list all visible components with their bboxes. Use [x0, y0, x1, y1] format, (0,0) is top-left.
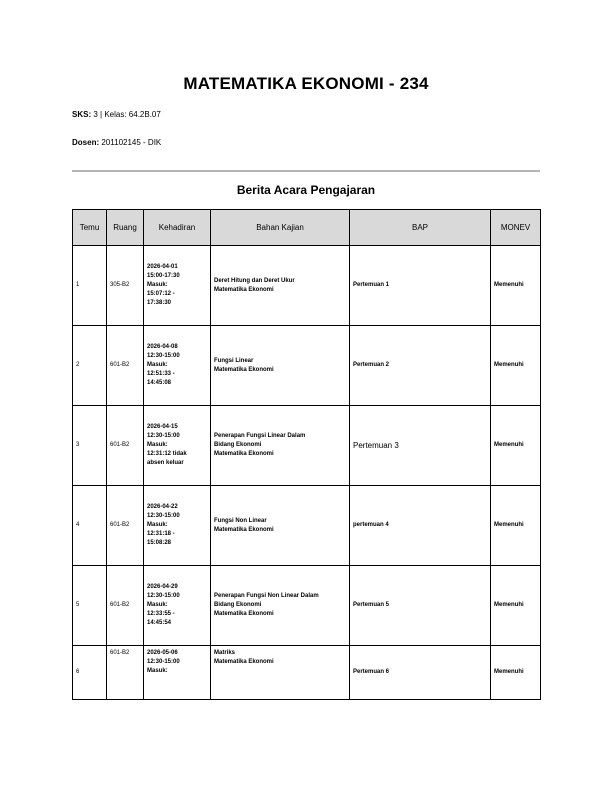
cell-kehadiran: [144, 326, 211, 406]
table-header-row: [73, 210, 541, 246]
attendance-in: 12:31:12 tidak: [147, 451, 187, 457]
cell-bahan-kajian: [211, 326, 350, 406]
attendance-out: 14:45:08: [147, 380, 172, 386]
attendance-out: 14:45:54: [147, 620, 172, 626]
cell-bap: Pertemuan 3: [350, 406, 491, 486]
cell-bahan-kajian: [211, 406, 350, 486]
attendance-date: 2026-04-15: [147, 424, 178, 430]
cell-kehadiran: [144, 246, 211, 326]
cell-bap: pertemuan 4: [350, 486, 491, 566]
table-row: [73, 326, 541, 406]
cell-bahan-kajian: [211, 246, 350, 326]
topic: Penerapan Fungsi Non Linear Dalam: [214, 593, 319, 599]
cell-ruang: 601-B2: [107, 566, 144, 646]
sks-label: SKS:: [72, 110, 92, 119]
sks-value: 3 | Kelas: 64.2B.07: [93, 110, 161, 119]
attendance-schedule: 12:30-15:00: [147, 593, 180, 599]
attendance-label: Masuk:: [147, 282, 168, 288]
attendance-date: 2026-04-01: [147, 264, 178, 270]
topic: Fungsi Non Linear: [214, 517, 267, 524]
teaching-record-table: [72, 209, 541, 700]
attendance-out: 17:38:30: [147, 300, 172, 306]
attendance-label: Masuk:: [147, 362, 168, 368]
attendance-schedule: 12:30-15:00: [147, 433, 180, 439]
header-temu: Temu: [73, 210, 107, 246]
sks-class-info: [72, 110, 161, 119]
header-ruang: Ruang: [107, 210, 144, 246]
topic: Matriks: [214, 650, 236, 656]
dosen-value: 201102145 - DIK: [101, 138, 162, 147]
cell-bap: Pertemuan 5: [350, 566, 491, 646]
topic: Fungsi Linear: [214, 357, 254, 364]
attendance-out: 15:08:28: [147, 540, 172, 546]
cell-temu: 3: [73, 406, 107, 486]
course-name: Matematika Ekonomi: [214, 366, 274, 373]
table-row: [73, 246, 541, 326]
header-bahan-kajian: Bahan Kajian: [211, 210, 350, 246]
course-name: Matematika Ekonomi: [214, 611, 274, 617]
header-bap: BAP: [350, 210, 491, 246]
cell-bap: Pertemuan 6: [350, 646, 491, 700]
cell-kehadiran: [144, 406, 211, 486]
cell-ruang: 601-B2: [107, 486, 144, 566]
course-name: Matematika Ekonomi: [214, 659, 274, 665]
cell-monev: Memenuhi: [491, 486, 541, 566]
cell-monev: Memenuhi: [491, 646, 541, 700]
attendance-label: Masuk:: [147, 442, 168, 448]
cell-monev: Memenuhi: [491, 326, 541, 406]
cell-monev: Memenuhi: [491, 246, 541, 326]
cell-bap: Pertemuan 2: [350, 326, 491, 406]
attendance-label: Masuk:: [147, 668, 168, 674]
table-row: [73, 406, 541, 486]
attendance-schedule: 12:30-15:00: [147, 659, 180, 665]
topic: Penerapan Fungsi Linear Dalam: [214, 433, 306, 439]
topic-continued: Bidang Ekonomi: [214, 442, 262, 448]
cell-temu: 5: [73, 566, 107, 646]
cell-bahan-kajian: [211, 566, 350, 646]
attendance-date: 2026-04-29: [147, 584, 178, 590]
cell-bahan-kajian: [211, 646, 350, 700]
cell-bahan-kajian: [211, 486, 350, 566]
cell-ruang: 305-B2: [107, 246, 144, 326]
attendance-in: 12:51:33 -: [147, 371, 175, 377]
cell-kehadiran: [144, 566, 211, 646]
cell-kehadiran: [144, 486, 211, 566]
table-row: [73, 566, 541, 646]
cell-ruang: 601-B2: [107, 326, 144, 406]
attendance-out: absen keluar: [147, 460, 184, 466]
course-name: Matematika Ekonomi: [214, 451, 274, 457]
attendance-date: 2026-05-06: [147, 650, 178, 656]
cell-temu: 4: [73, 486, 107, 566]
attendance-schedule: 12:30-15:00: [147, 353, 180, 359]
divider: [72, 170, 540, 172]
course-name: Matematika Ekonomi: [214, 286, 274, 293]
section-title: Berita Acara Pengajaran: [236, 183, 376, 197]
attendance-in: 12:33:55 -: [147, 611, 175, 617]
topic-continued: Bidang Ekonomi: [214, 602, 262, 608]
cell-ruang: 601-B2: [107, 406, 144, 486]
attendance-label: Masuk:: [147, 602, 168, 608]
cell-temu: 2: [73, 326, 107, 406]
course-name: Matematika Ekonomi: [214, 526, 274, 533]
attendance-in: 12:31:18 -: [147, 531, 175, 537]
cell-temu: 6: [73, 646, 107, 700]
page-title: MATEMATIKA EKONOMI - 234: [183, 74, 429, 93]
attendance-label: Masuk:: [147, 522, 168, 528]
attendance-in: 15:07:12 -: [147, 291, 175, 297]
header-monev: MONEV: [491, 210, 541, 246]
header-kehadiran: Kehadiran: [144, 210, 211, 246]
table-row: [73, 646, 541, 700]
cell-bap: Pertemuan 1: [350, 246, 491, 326]
cell-monev: Memenuhi: [491, 566, 541, 646]
attendance-date: 2026-04-08: [147, 344, 178, 350]
attendance-schedule: 15:00-17:30: [147, 273, 180, 279]
attendance-date: 2026-04-22: [147, 504, 178, 510]
cell-kehadiran: [144, 646, 211, 700]
cell-ruang: 601-B2: [107, 646, 144, 700]
cell-monev: Memenuhi: [491, 406, 541, 486]
lecturer-info: [72, 138, 161, 147]
topic: Deret Hitung dan Deret Ukur: [214, 277, 295, 284]
dosen-label: Dosen:: [72, 138, 100, 147]
attendance-schedule: 12:30-15:00: [147, 513, 180, 519]
cell-temu: 1: [73, 246, 107, 326]
table-row: [73, 486, 541, 566]
